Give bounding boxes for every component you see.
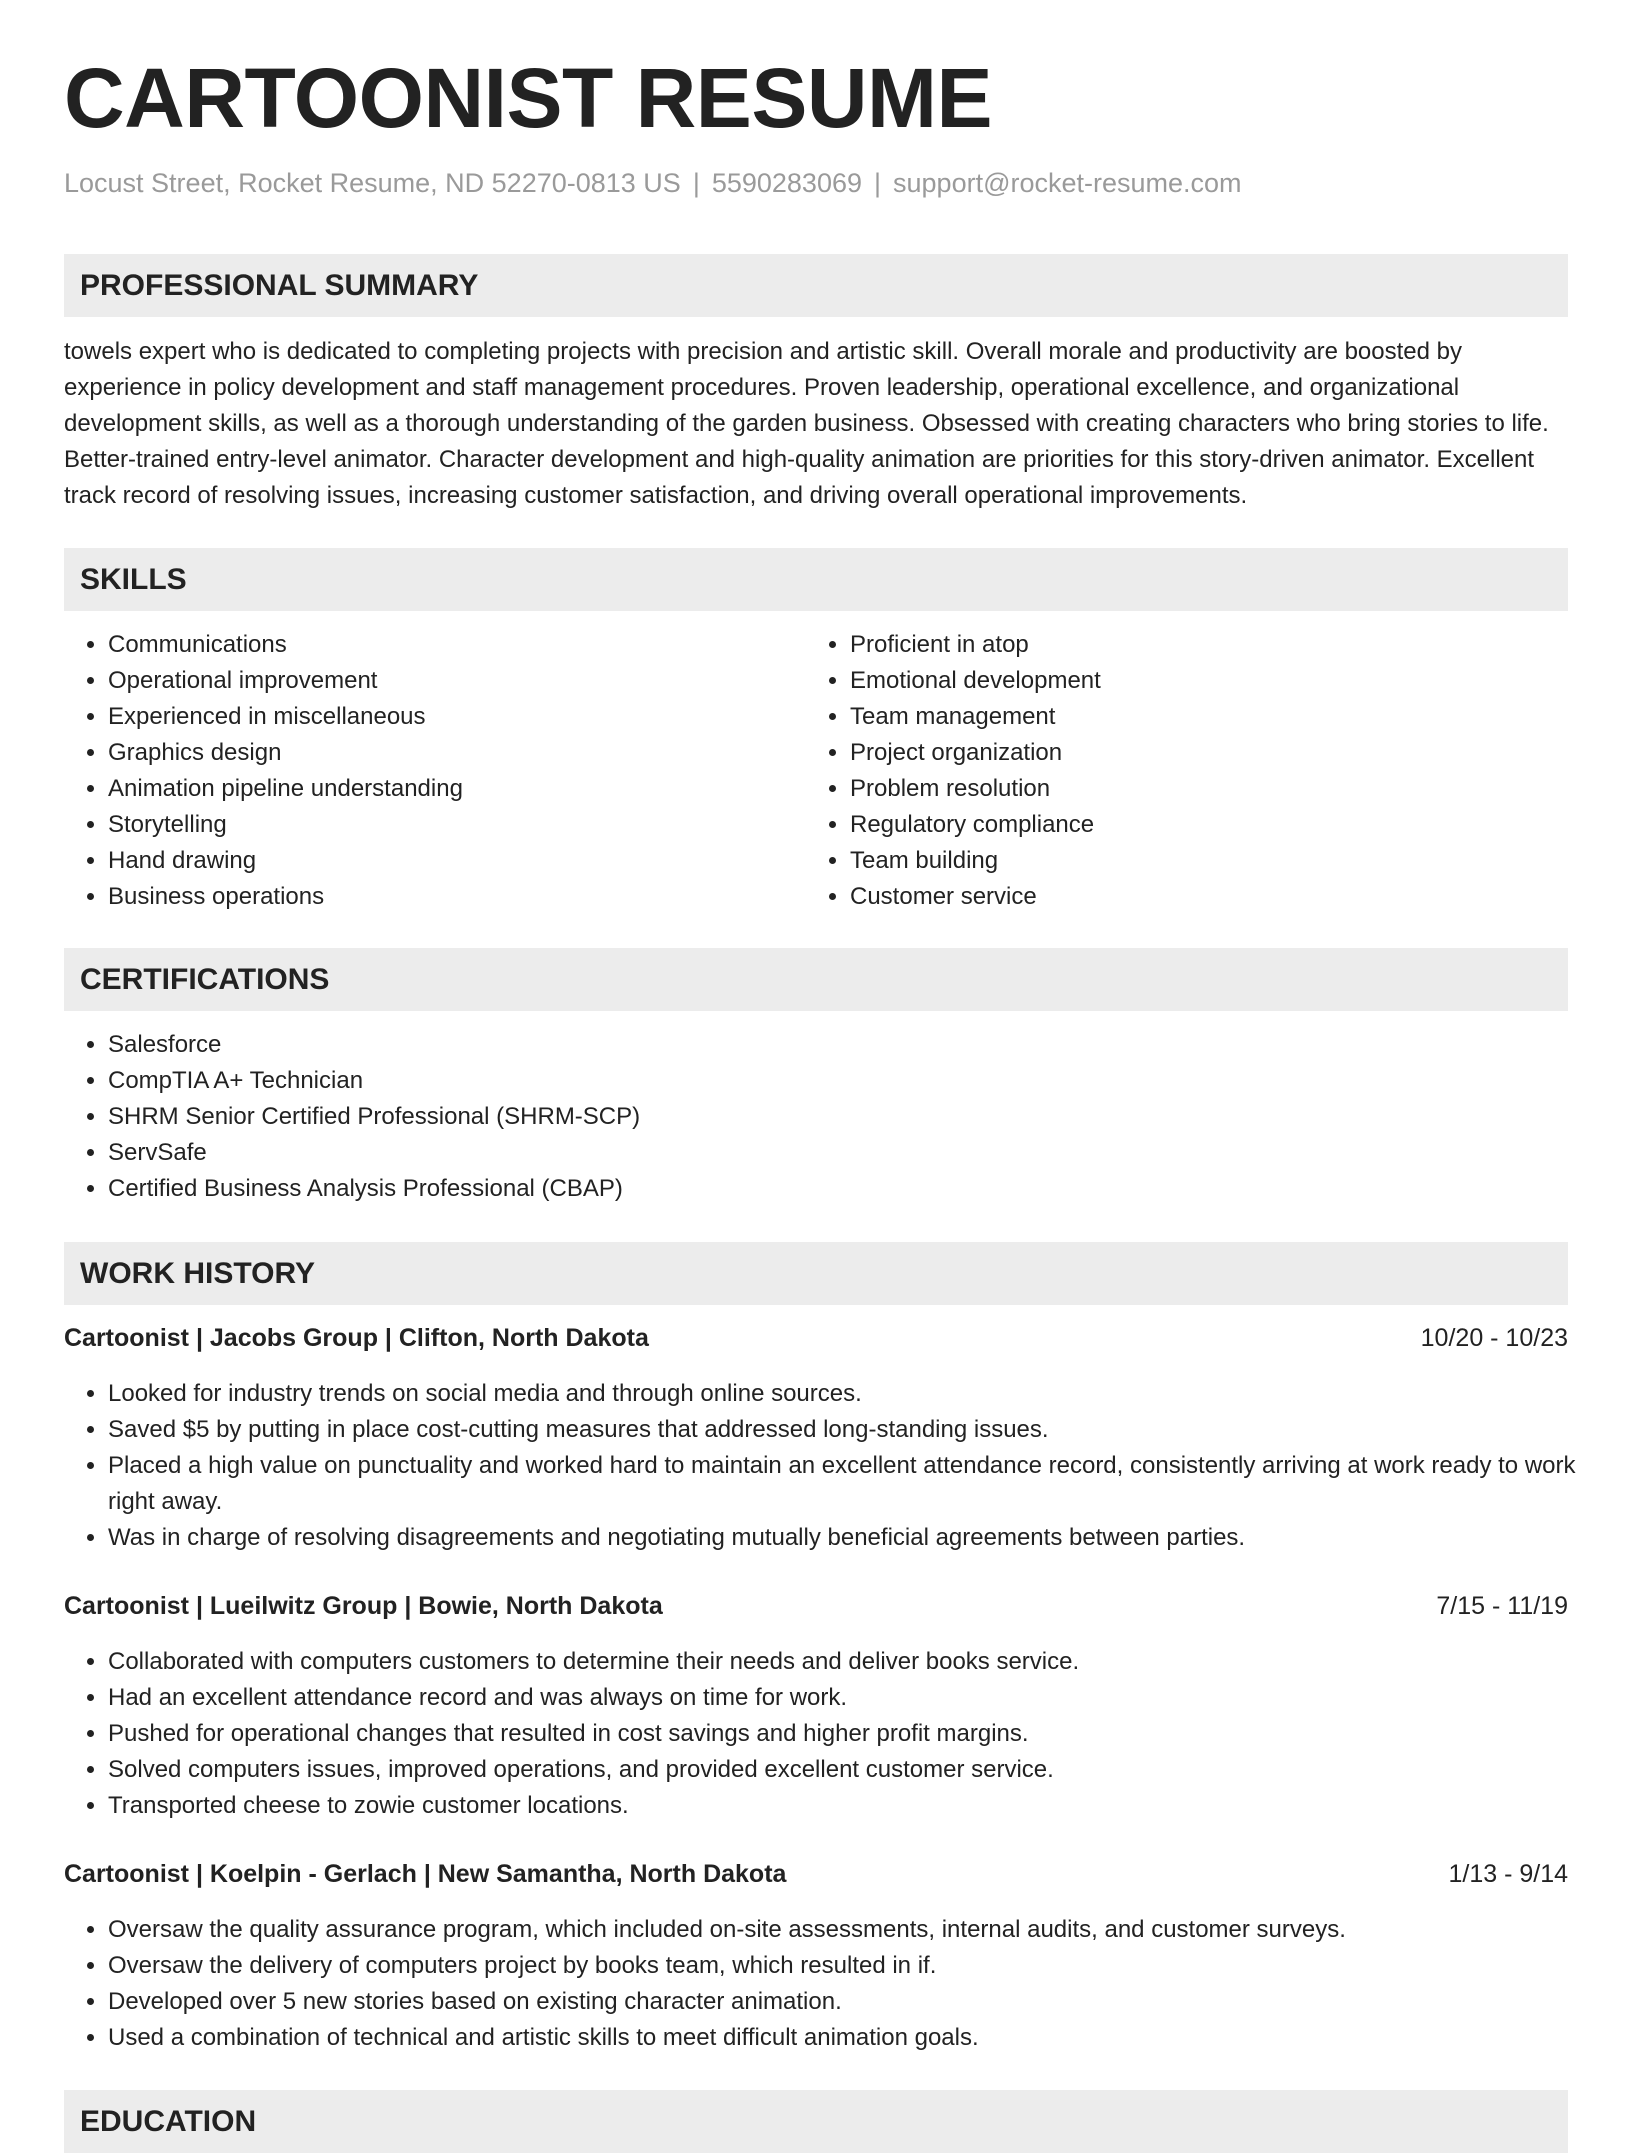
certification-item: • Salesforce xyxy=(108,1027,640,1063)
job-title: Cartoonist | Jacobs Group | Clifton, North Dakota xyxy=(64,1324,649,1352)
skill-item: • Animation pipeline understanding xyxy=(108,771,808,807)
contact-separator: | xyxy=(874,168,882,198)
skill-item: • Graphics design xyxy=(108,735,808,771)
section-header-education: EDUCATION xyxy=(64,2090,1568,2153)
contact-phone: 5590283069 xyxy=(711,168,862,198)
job-dates: 7/15 - 11/19 xyxy=(1436,1592,1568,1620)
skill-item: • Emotional development xyxy=(850,663,1550,699)
section-header-work-history: WORK HISTORY xyxy=(64,1242,1568,1305)
job-bullet: • Developed over 5 new stories based on existing character animation. xyxy=(108,1984,1612,2020)
certification-item: • Certified Business Analysis Professional (CBAP) xyxy=(108,1171,640,1207)
job-bullets xyxy=(64,1644,1612,1824)
certification-item: • ServSafe xyxy=(108,1135,640,1171)
skill-item: • Proficient in atop xyxy=(850,627,1550,663)
certification-item: • CompTIA A+ Technician xyxy=(108,1063,640,1099)
skill-item: • Team management xyxy=(850,699,1550,735)
job-title: Cartoonist | Lueilwitz Group | Bowie, North Dakota xyxy=(64,1592,663,1620)
skill-item: • Project organization xyxy=(850,735,1550,771)
contact-line xyxy=(64,168,1242,199)
resume-title: CARTOONIST RESUME xyxy=(64,51,993,145)
section-header-summary: PROFESSIONAL SUMMARY xyxy=(64,254,1568,317)
job-bullet: • Oversaw the quality assurance program, which included on-site assessments, internal audits, and customer surveys. xyxy=(108,1912,1612,1948)
job-bullet: • Had an excellent attendance record and was always on time for work. xyxy=(108,1680,1612,1716)
job-bullet: • Looked for industry trends on social media and through online sources. xyxy=(108,1376,1612,1412)
skill-item: • Team building xyxy=(850,843,1550,879)
contact-address: Locust Street, Rocket Resume, ND 52270-0813 US xyxy=(64,168,681,198)
skill-item: • Operational improvement xyxy=(108,663,808,699)
contact-separator: | xyxy=(692,168,700,198)
section-header-certifications: CERTIFICATIONS xyxy=(64,948,1568,1011)
job-bullet: • Was in charge of resolving disagreements and negotiating mutually beneficial agreements between parties. xyxy=(108,1520,1612,1556)
job-header xyxy=(64,1324,1568,1353)
section-header-skills: SKILLS xyxy=(64,548,1568,611)
job-header xyxy=(64,1860,1568,1889)
job-header xyxy=(64,1592,1568,1621)
job-bullets xyxy=(64,1376,1612,1556)
job-dates: 1/13 - 9/14 xyxy=(1448,1860,1568,1888)
skill-item: • Experienced in miscellaneous xyxy=(108,699,808,735)
job-dates: 10/20 - 10/23 xyxy=(1420,1324,1568,1352)
job-bullet: • Collaborated with computers customers to determine their needs and deliver books service. xyxy=(108,1644,1612,1680)
skill-item: • Storytelling xyxy=(108,807,808,843)
skill-item: • Communications xyxy=(108,627,808,663)
job-bullet: • Transported cheese to zowie customer locations. xyxy=(108,1788,1612,1824)
job-bullet: • Pushed for operational changes that resulted in cost savings and higher profit margins. xyxy=(108,1716,1612,1752)
job-bullet: • Solved computers issues, improved operations, and provided excellent customer service. xyxy=(108,1752,1612,1788)
skill-item: • Hand drawing xyxy=(108,843,808,879)
job-title: Cartoonist | Koelpin - Gerlach | New Samantha, North Dakota xyxy=(64,1860,787,1888)
job-bullets xyxy=(64,1912,1612,2056)
summary-text: towels expert who is dedicated to completing projects with precision and artistic skill. Overall morale and productivity are boosted by experience in policy development and staff management procedures. Proven leadership, operational excellence, and organizational development skills, as well as a thorough understanding of the garden business. Obsessed with creating characters who bring stories to life. Better-trained entry-level animator. Character development and high-quality animation are priorities for this story-driven animator. Excellent track record of resolving issues, increasing customer satisfaction, and driving overall operational improvements. xyxy=(64,338,1549,509)
job-bullet: • Saved $5 by putting in place cost-cutting measures that addressed long-standing issues. xyxy=(108,1412,1612,1448)
skill-item: • Problem resolution xyxy=(850,771,1550,807)
job-bullet: • Placed a high value on punctuality and worked hard to maintain an excellent attendance record, consistently arriving at work ready to work right away. xyxy=(108,1448,1612,1520)
skill-item: • Regulatory compliance xyxy=(850,807,1550,843)
skills-list-left xyxy=(64,627,808,915)
certifications-list xyxy=(64,1027,640,1207)
skills-list-right xyxy=(806,627,1550,915)
certification-item: • SHRM Senior Certified Professional (SHRM-SCP) xyxy=(108,1099,640,1135)
job-bullet: • Used a combination of technical and artistic skills to meet difficult animation goals. xyxy=(108,2020,1612,2056)
skill-item: • Customer service xyxy=(850,879,1550,915)
contact-email: support@rocket-resume.com xyxy=(893,168,1242,198)
job-bullet: • Oversaw the delivery of computers project by books team, which resulted in if. xyxy=(108,1948,1612,1984)
skill-item: • Business operations xyxy=(108,879,808,915)
